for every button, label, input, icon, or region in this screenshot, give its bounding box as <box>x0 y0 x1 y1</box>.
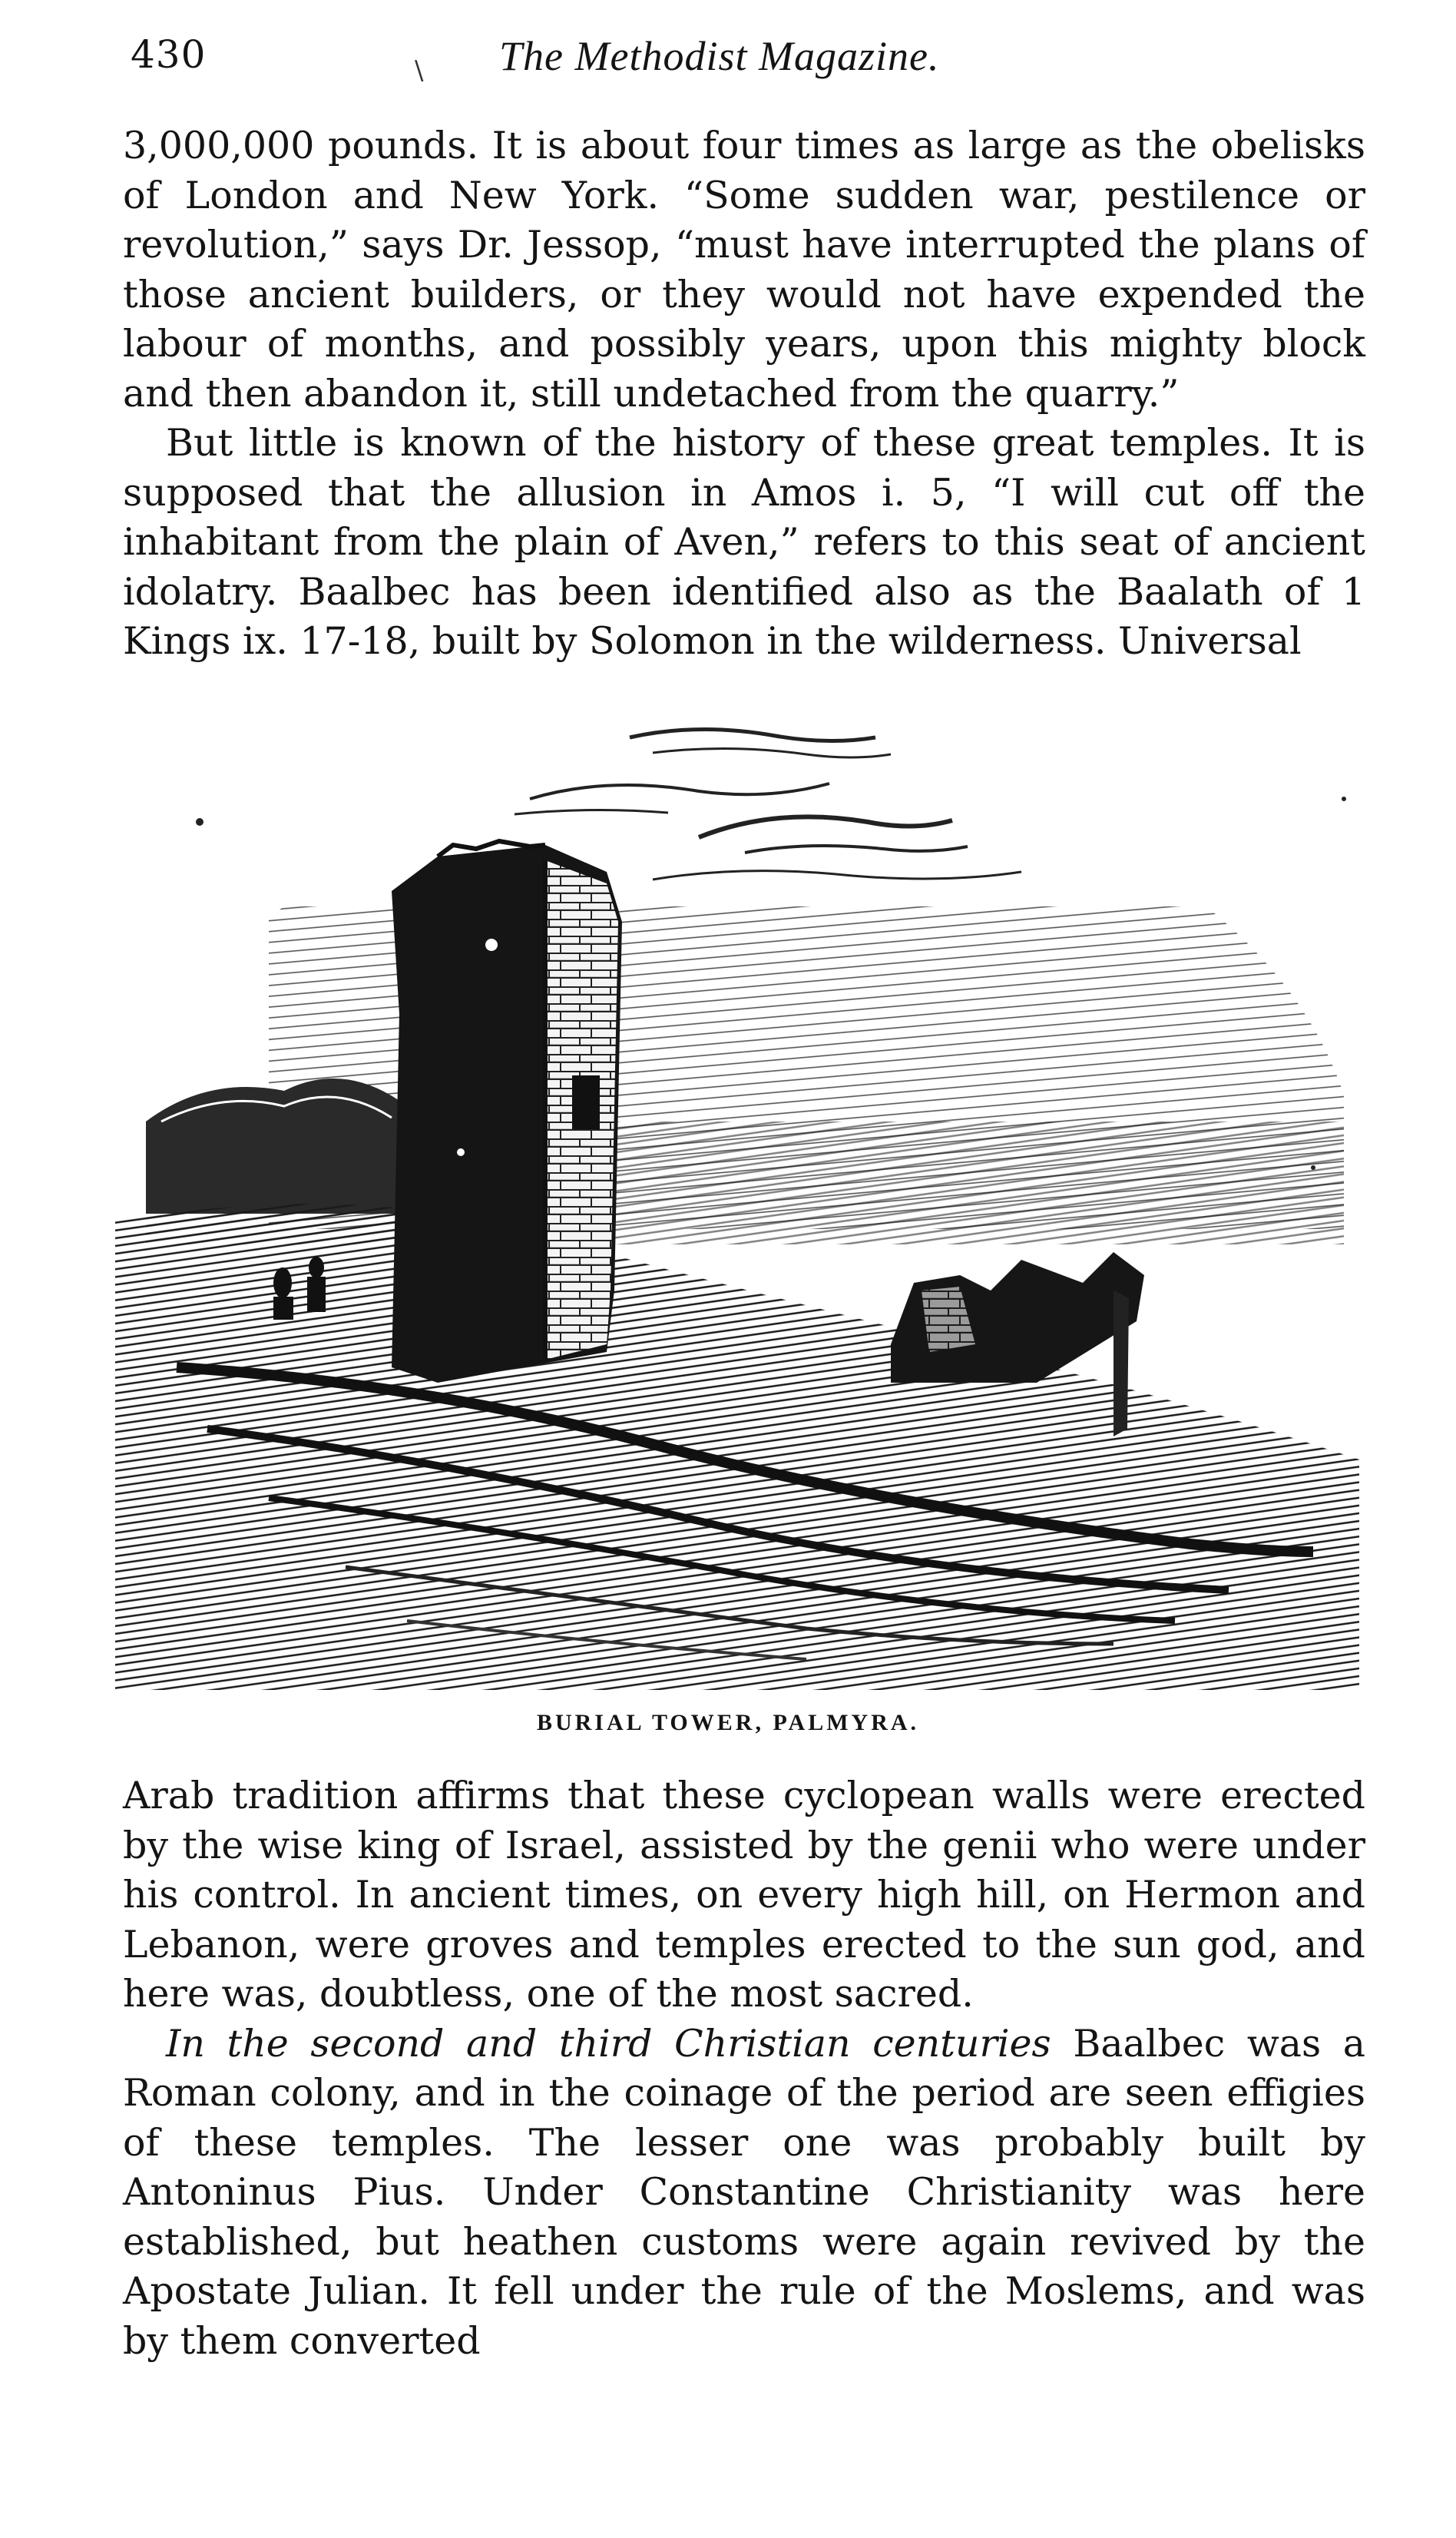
header-mark: \ <box>415 55 424 86</box>
sky-clouds <box>515 729 1021 880</box>
paragraph-rest: Baalbec was a Roman colony, and in the coinage of the period are seen effigies of these temples. The lesser one was probably built by Antoninus Pius. Under Constantine Christianity was here established, but heathen customs were again revived by the Apostate Julian. It fell under the rule of the Moslems, and was by them converted <box>123 2021 1366 2363</box>
page-number: 430 <box>131 32 207 77</box>
text-block-top <box>123 121 1365 667</box>
burial-tower <box>392 841 622 1383</box>
page-header <box>123 29 1352 91</box>
paragraph: Arab tradition affirms that these cyclopean walls were erected by the wise king of Israel, assisted by the genii who were under his control. In ancient times, on every high hill, on Hermon and Lebanon, were groves and temples erected to the sun god, and here was, doubtless, one of the most sacred. <box>123 1774 1365 2016</box>
paragraph: 3,000,000 pounds. It is about four times as large as the obelisks of London and New York. “Some sudden war, pestilence or revolution,” says Dr. Jessop, “must have interrupted the plans of those ancient builders, or they would not have expended the labour of months, and possibly years, upon this mighty block and then abandon it, still undetached from the quarry.” <box>123 124 1365 416</box>
text-block-bottom <box>123 1771 1365 2366</box>
paragraph <box>123 2019 1365 2367</box>
ground <box>115 1204 1359 1690</box>
running-title: The Methodist Magazine. <box>499 33 940 79</box>
italic-lead-text: In the second and third Christian centuries <box>166 2021 1051 2066</box>
figure-caption: BURIAL TOWER, PALMYRA. <box>536 1710 920 1735</box>
burial-tower-engraving <box>115 691 1367 1690</box>
paragraph: But little is known of the history of these great temples. It is supposed that the allusion in Amos i. 5, “I will cut off the inhabitant from the plain of Aven,” refers to this seat of ancient idolatry. Baalbec has been identified also as the Baalath of 1 Kings ix. 17-18, built by Solomon in the wilderness. Universal <box>123 421 1365 663</box>
